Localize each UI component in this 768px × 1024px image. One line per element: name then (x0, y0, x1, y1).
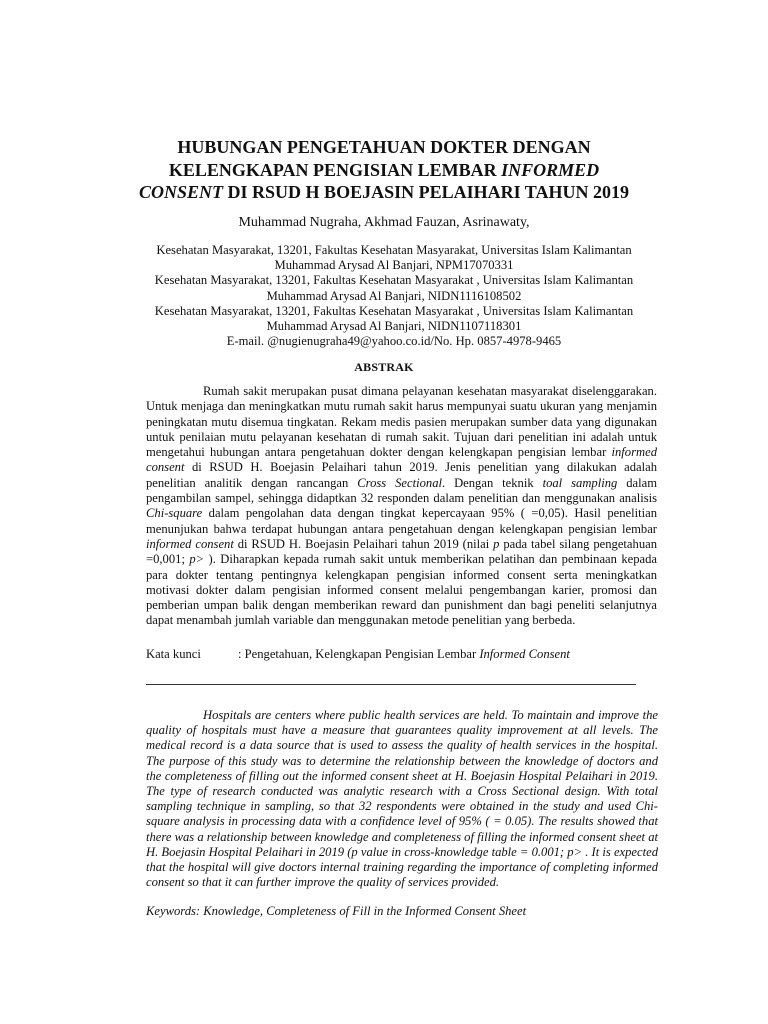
paper-title (110, 136, 658, 204)
title-line-3: CONSENT DI RSUD H BOEJASIN PELAIHARI TAHUN 2019 (139, 182, 629, 202)
title-line-1: HUBUNGAN PENGETAHUAN DOKTER DENGAN (177, 137, 591, 157)
keywords-english: Keywords: Knowledge, Completeness of Fill in the Informed Consent Sheet (146, 904, 527, 918)
affiliation-line: Kesehatan Masyarakat, 13201, Fakultas Kesehatan Masyarakat , Universitas Islam Kalimantan (154, 303, 634, 318)
affiliations (136, 243, 652, 349)
title-line-2: KELENGKAPAN PENGISIAN LEMBAR INFORMED (168, 159, 600, 180)
kata-kunci-value-italic: Informed Consent (479, 647, 570, 661)
email-line: E-mail. @nugienugraha49@yahoo.co.id/No. Hp. 0857-4978-9465 (226, 334, 562, 349)
abstract-english: Hospitals are centers where public health services are held. To maintain and improve the quality of hospitals must have a measure that guarantees quality improvement at all levels. The medical record is a data source that is used to assess the quality of health services in the hospital. The purpose of this study was to determine the relationship between the knowledge of doctors and the completeness of filling out the informed consent sheet at H. Boejasin Hospital Pelaihari in 2019. The type of research conducted was analytic research with a Cross Sectional design. With total sampling technique in sampling, so that 32 respondents were obtained in the study and used Chi-square analysis in processing data with a confidence level of 95% ( = 0.05). The results showed that there was a relationship between knowledge and completeness of filling the informed consent sheet at H. Boejasin Hospital Pelaihari in 2019 (p value in cross-knowledge table = 0.001; p> . It is expected that the hospital will give doctors internal training regarding the importance of completing informed consent so that it can further improve the quality of services provided. (146, 708, 658, 890)
abstract-heading: ABSTRAK (354, 360, 414, 374)
affiliation-line: Kesehatan Masyarakat, 13201, Fakultas Kesehatan Masyarakat , Universitas Islam Kalimantan (154, 273, 634, 288)
affiliation-line: Muhammad Arysad Al Banjari, NIDN1116108502 (266, 288, 522, 303)
affiliation-line: Kesehatan Masyarakat, 13201, Fakultas Kesehatan Masyarakat, Universitas Islam Kalimantan (156, 243, 632, 257)
separator-line (146, 684, 636, 685)
affiliation-line: Muhammad Arysad Al Banjari, NPM17070331 (274, 258, 514, 273)
kata-kunci-value: : Pengetahuan, Kelengkapan Pengisian Lembar (238, 647, 480, 661)
affiliation-line: Muhammad Arysad Al Banjari, NIDN1107118301 (266, 319, 522, 334)
kata-kunci-label: Kata kunci (146, 647, 201, 661)
abstract-indonesian: Rumah sakit merupakan pusat dimana pelayanan kesehatan masyarakat diselenggarakan. Untuk menjaga dan meningkatkan mutu rumah sakit harus mempunyai suatu ukuran yang menjamin peningkatan mutu disemua tingkatan. Rekam medis pasien merupakan sumber data yang digunakan untuk penilaian mutu pelayanan kesehatan di rumah sakit. Tujuan dari penelitian ini adalah untuk mengetahui hubungan antara pengetahuan dokter dengan kelengkapan pengisian lembar informed consent di RSUD H. Boejasin Pelaihari tahun 2019. Jenis penelitian yang dilakukan adalah penelitian analitik dengan rancangan Cross Sectional. Dengan teknik toal sampling dalam pengambilan sampel, sehingga didaptkan 32 responden dalam penelitian dan menggunakan analisis Chi-square dalam pengolahan data dengan tingkat kepercayaan 95% ( =0,05). Hasil penelitian menunjukan bahwa terdapat hubungan antara pengetahuan dengan kelengkapan pengisian lembar informed consent di RSUD H. Boejasin Pelaihari tahun 2019 (nilai p pada tabel silang pengetahuan =0,001; p> ). Diharapkan kepada rumah sakit untuk memberikan pelatihan dan pembinaan kepada para dokter tentang pentingnya kelengkapan pengisian informed consent serta meningkatkan motivasi dokter dalam pengisian informed consent melalui pengembangan karier, promosi dan pemberian umpan balik dengan memberikan reward dan punishment dan bagi peneliti selanjutnya dapat menambah jumlah variable dan menggunakan metode penelitian yang berbeda. (146, 384, 657, 628)
authors: Muhammad Nugraha, Akhmad Fauzan, Asrinawaty, (238, 215, 530, 230)
kata-kunci (146, 647, 570, 662)
